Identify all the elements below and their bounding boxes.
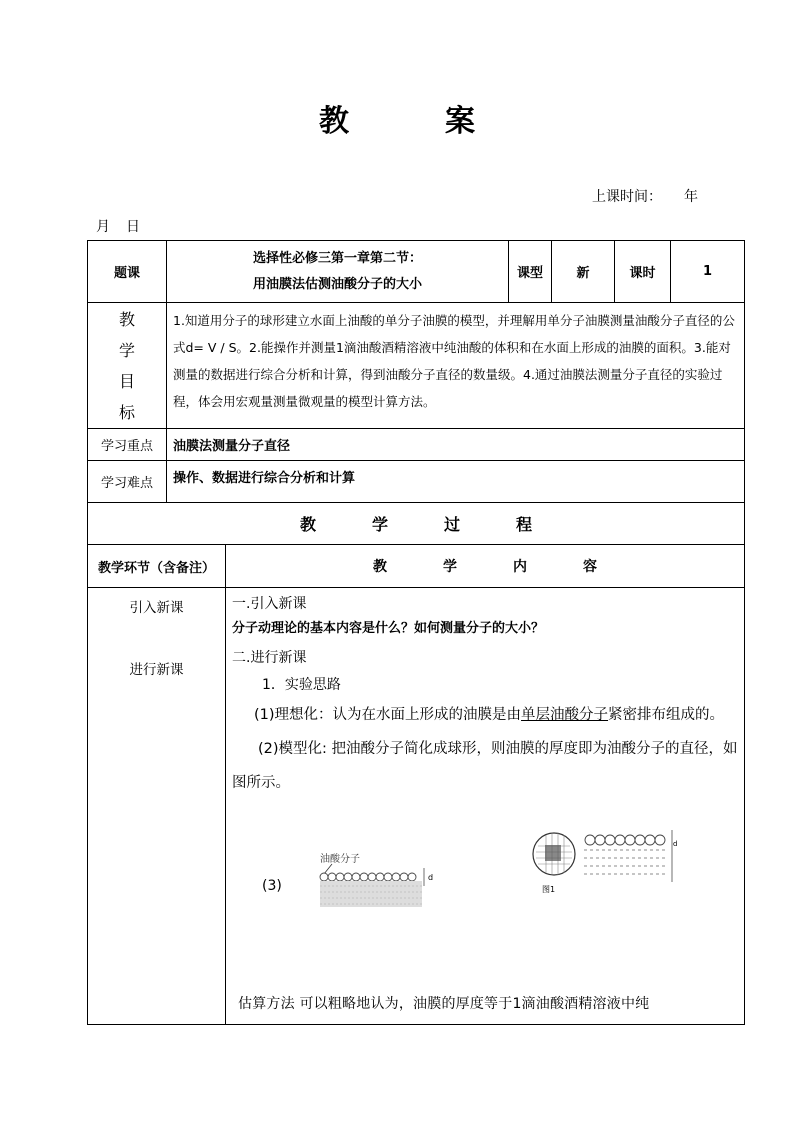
header-row — [88, 241, 744, 303]
class-time-label: 上课时间： — [592, 189, 662, 205]
fig-right-d: d — [673, 840, 678, 848]
new-heading: 二.进行新课 — [232, 650, 307, 666]
goals-label — [88, 303, 167, 428]
month-day — [96, 216, 156, 236]
fig-oleic-label: 油酸分子 — [320, 854, 360, 865]
content-cell — [226, 588, 744, 1024]
title-char: 案 — [445, 104, 475, 139]
stage-intro: 引入新课 — [129, 600, 184, 616]
title-char: 教 — [319, 104, 349, 139]
estimate-text: 估算方法 可以粗略地认为，油膜的厚度等于1滴油酸酒精溶液中纯 — [238, 996, 650, 1012]
difficulty-row — [88, 461, 744, 503]
goals-text: 1.知道用分子的球形建立水面上油酸的单分子油膜的模型，并理解用单分子油膜测量油酸分子直径的公式d= V / S。2.能操作并测量1滴油酸酒精溶液中纯油酸的体积和在水面上形成的油膜的面积。3.能对测量的数据进行综合分析和计算，得到油酸分子直径的数量级。4.通过油膜法测量分子直径的实验过程，体会用宏观量测量微观量的模型计算方法。 — [173, 313, 735, 409]
goals-label-char: 标 — [118, 402, 135, 422]
p1-text-a: (1)理想化：认为在水面上形成的油膜是由 — [254, 707, 522, 723]
water-layer — [320, 881, 422, 907]
type-value: 新 — [552, 241, 615, 302]
para-model: (2)模型化: 把油酸分子简化成球形，则油膜的厚度即为油酸分子的直径，如图所示。 — [232, 741, 738, 791]
figure-1 — [530, 826, 680, 896]
key-point-row — [88, 429, 744, 461]
intro-question: 分子动理论的基本内容是什么？如何测量分子的大小？ — [232, 621, 545, 636]
section-left-header: 教学环节（含备注） — [88, 545, 226, 587]
section-header-row — [88, 545, 744, 588]
day-label: 日 — [126, 219, 140, 235]
process-title — [88, 503, 744, 544]
difficulty-value: 操作、数据进行综合分析和计算 — [173, 471, 356, 486]
topic-line1: 选择性必修三第一章第二节： — [252, 250, 422, 266]
year-label: 年 — [684, 189, 698, 205]
stage-new: 进行新课 — [129, 662, 184, 678]
fig-left-d: d — [428, 873, 434, 882]
goals-label-char: 教 — [118, 309, 135, 329]
molecule-row-fig1 — [585, 835, 665, 845]
content-header-char: 学 — [443, 559, 457, 575]
key-point-value: 油膜法测量分子直径 — [173, 439, 291, 454]
month-label: 月 — [96, 219, 110, 235]
content-row — [88, 588, 744, 1024]
figure-1-caption: 图1 — [542, 885, 556, 894]
goals-label-char: 学 — [118, 340, 135, 360]
p1-underline: 单层油酸分子 — [521, 707, 609, 723]
difficulty-label: 学习难点 — [88, 461, 167, 502]
process-title-row — [88, 503, 744, 545]
p1-text-b: 紧密排布组成的。 — [608, 707, 725, 723]
stage-column — [88, 588, 226, 1024]
type-label: 课型 — [509, 241, 552, 302]
process-title-char: 教 — [299, 515, 316, 534]
lesson-table — [87, 240, 745, 1025]
goals-row — [88, 303, 744, 429]
content-header-char: 内 — [513, 559, 527, 575]
para-idealize — [232, 698, 738, 732]
content-header-char: 容 — [583, 559, 597, 575]
goals-label-char: 目 — [118, 371, 135, 391]
topic-line2: 用油膜法估测油酸分子的大小 — [252, 276, 422, 292]
molecule-row — [320, 873, 416, 881]
oil-film-figure — [310, 850, 440, 914]
process-title-char: 程 — [516, 515, 533, 534]
key-point-label: 学习重点 — [88, 429, 167, 460]
class-time — [570, 186, 698, 206]
item3-label: (3) — [262, 878, 282, 894]
process-title-char: 学 — [371, 515, 388, 534]
periods-label: 课时 — [615, 241, 671, 302]
section-right-header — [226, 545, 744, 587]
periods-value: 1 — [702, 264, 713, 279]
topic-label: 题课 — [88, 241, 167, 302]
intro-heading: 一.引入新课 — [232, 596, 307, 612]
topic-cell — [167, 241, 509, 302]
process-title-char: 过 — [444, 515, 461, 534]
content-header-char: 教 — [373, 559, 387, 575]
doc-title — [0, 96, 794, 140]
step1-heading: 1．实验思路 — [262, 677, 341, 693]
